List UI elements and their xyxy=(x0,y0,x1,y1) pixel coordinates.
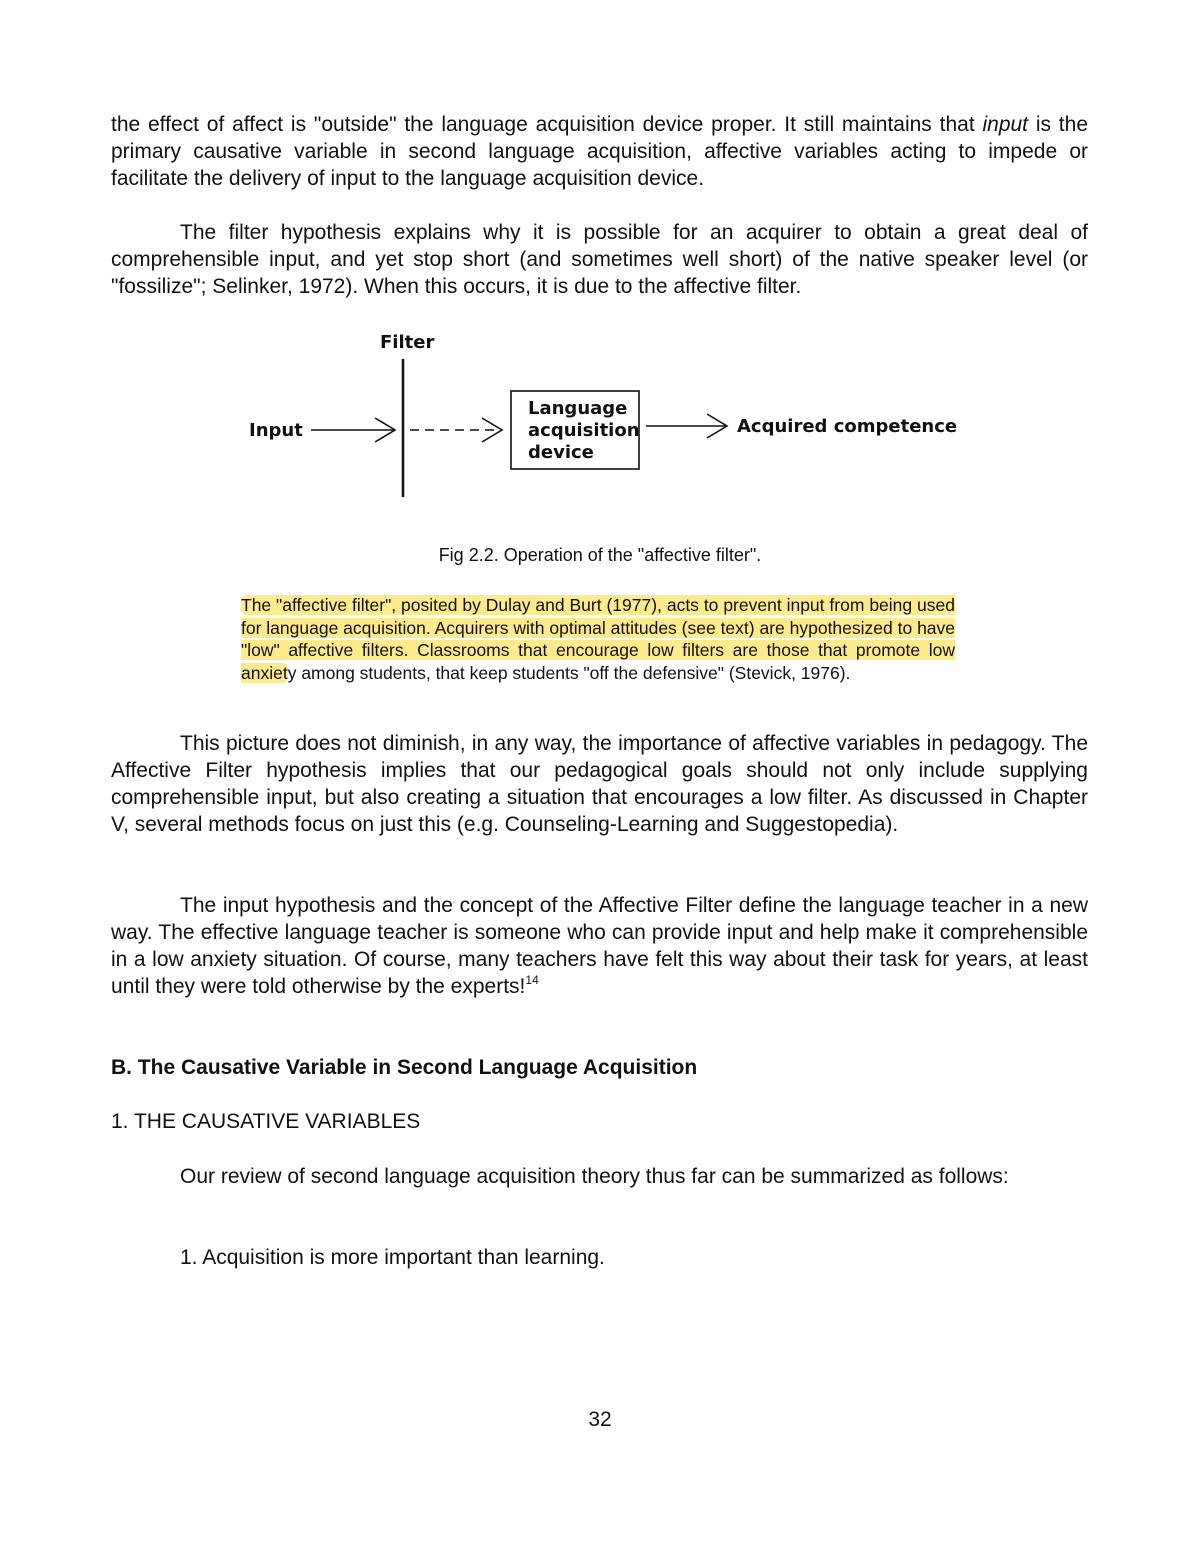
paragraph-text: is the primary causative variable in second language acquisition, affective variables acting to impede or facilitate the delivery of input to the language acquisition device. xyxy=(111,113,1088,190)
paragraph-affect-outside xyxy=(111,111,1088,192)
list-item-1: 1. Acquisition is more important than learning. xyxy=(180,1246,605,1269)
diagram-filter-label: Filter xyxy=(380,332,435,353)
output-arrow xyxy=(646,414,727,438)
subsection-heading: 1. THE CAUSATIVE VARIABLES xyxy=(111,1110,421,1133)
paragraph-text: The input hypothesis and the concept of the Affective Filter define the language teacher in a new way. The effective language teacher is someone who can provide input and help make it comprehensible in a low anxiety situation. Of course, many teachers have felt this way about their task for years, at least until they were told otherwise by the experts! xyxy=(111,894,1088,998)
input-arrow xyxy=(311,418,395,442)
paragraph-review-summary: Our review of second language acquisition theory thus far can be summarized as follows: xyxy=(180,1165,1009,1188)
lad-label-line3: device xyxy=(528,442,594,463)
footnote-marker[interactable]: 14 xyxy=(525,973,539,987)
paragraph-pedagogy: This picture does not diminish, in any way, the importance of affective variables in pedagogy. The Affective Filter hypothesis implies that our pedagogical goals should not only include supplying comprehensible input, but also creating a situation that encourages a low filter. As discussed in Chapter V, several methods focus on just this (e.g. Counseling-Learning and Suggestopedia). xyxy=(111,732,1088,836)
highlighted-text: The "affective filter", posited by Dulay and Burt (1977), acts to prevent input from being used for language acquisition. Acquirers with optimal attitudes (see text) are hypothesized to have "low" affective filters. Classrooms that encourage low filters are those that promote low anxiet xyxy=(241,595,956,683)
figure-caption: Fig 2.2. Operation of the "affective filter". xyxy=(438,545,762,565)
paragraph-language-teacher xyxy=(111,892,1088,1000)
paragraph-text: the effect of affect is "outside" the language acquisition device proper. It still maintains that xyxy=(111,113,983,136)
section-heading: B. The Causative Variable in Second Language Acquisition xyxy=(111,1056,698,1079)
note-rest-text: y among students, that keep students "off the defensive" (Stevick, 1976). xyxy=(287,662,851,683)
diagram-input-label: Input xyxy=(249,420,303,441)
paragraph-filter-hypothesis: The filter hypothesis explains why it is possible for an acquirer to obtain a great deal of comprehensible input, and yet stop short (and sometimes well short) of the native speaker level (or "fossilize"; Selinker, 1972). When this occurs, it is due to the affective filter. xyxy=(111,221,1088,298)
italic-term-input: input xyxy=(982,113,1029,136)
diagram-output-label: Acquired competence xyxy=(737,416,958,437)
filtered-dashed-arrow xyxy=(410,418,502,442)
lad-label-line2: acquisition xyxy=(528,420,640,441)
figure-note xyxy=(241,594,955,684)
lad-label-line1: Language xyxy=(528,398,628,419)
affective-filter-diagram xyxy=(230,325,970,505)
page-number: 32 xyxy=(588,1408,612,1431)
